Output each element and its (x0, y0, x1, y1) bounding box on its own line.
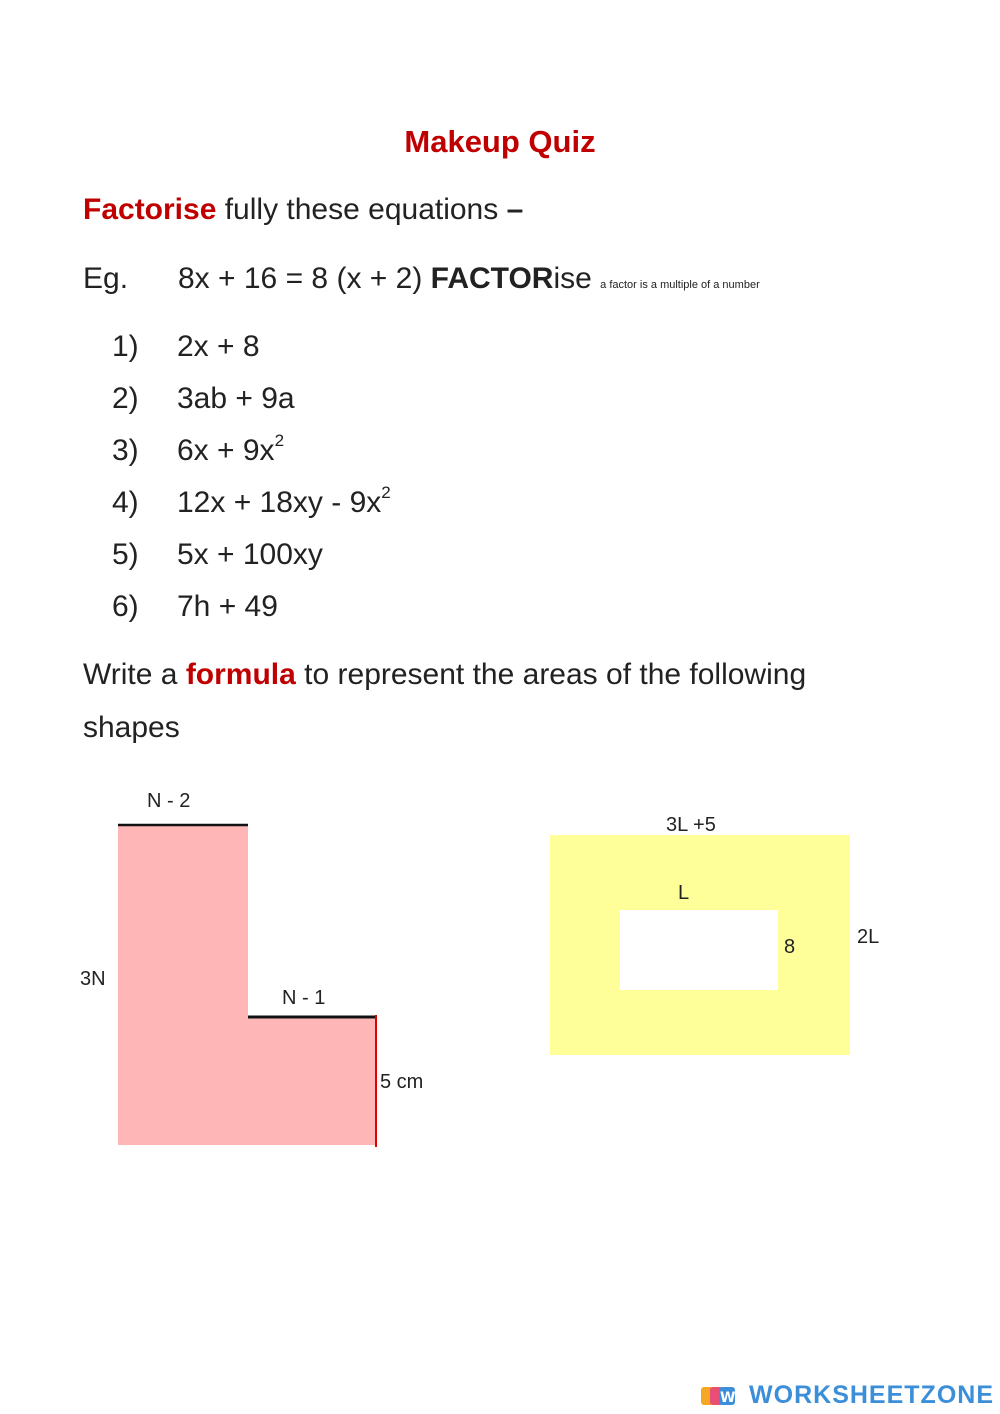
instruction-text: fully these equations (216, 193, 507, 226)
l-shape (118, 826, 376, 1145)
formula-keyword: formula (185, 658, 296, 691)
l-shape-top-label: N - 2 (147, 790, 191, 812)
worksheetzone-brand: WORKSHEETZONE (749, 1381, 994, 1409)
example-word-bold: FACTOR (430, 262, 554, 295)
page-title: Makeup Quiz (404, 124, 596, 159)
question-number: 6) (112, 590, 139, 623)
question-number: 4) (112, 486, 139, 519)
l-shape-step-label: N - 1 (282, 987, 326, 1009)
question-number: 1) (112, 330, 139, 363)
l-shape-side-label: 3N (80, 968, 106, 990)
rect-side-label: 2L (857, 926, 880, 948)
example-note: a factor is a multiple of a number (600, 279, 760, 291)
example-label: Eg. (83, 262, 129, 295)
worksheetzone-watermark (701, 1381, 994, 1410)
question-number: 5) (112, 538, 139, 571)
question-text: 3ab + 9a (177, 382, 295, 415)
question-text: 5x + 100xy (177, 538, 323, 571)
instruction-formula-before: Write a (83, 658, 186, 691)
example-expression: 8x + 16 = 8 (x + 2) (178, 262, 423, 295)
inner-rectangle (620, 910, 778, 990)
example-word-rest: ise (553, 262, 592, 295)
worksheetzone-logo-icon (701, 1383, 739, 1409)
question-exponent: 2 (381, 483, 391, 502)
rect-top-label: 3L +5 (666, 814, 716, 836)
question-number: 3) (112, 434, 139, 467)
instruction-formula-after: to represent the areas of the following (295, 658, 807, 691)
question-text: 12x + 18xy - 9x (177, 486, 382, 519)
instruction-dash: – (506, 193, 524, 226)
question-text: 6x + 9x (177, 434, 275, 467)
factorise-keyword: Factorise (83, 193, 217, 226)
question-number: 2) (112, 382, 139, 415)
svg-text:W: W (720, 1389, 736, 1406)
instruction-formula-line2: shapes (83, 711, 180, 744)
inner-rect-side-label: 8 (784, 936, 796, 958)
l-shape-right-label: 5 cm (380, 1071, 424, 1093)
question-text: 2x + 8 (177, 330, 260, 363)
question-text: 7h + 49 (177, 590, 278, 623)
question-exponent: 2 (274, 431, 285, 450)
inner-rect-label: L (678, 882, 690, 904)
